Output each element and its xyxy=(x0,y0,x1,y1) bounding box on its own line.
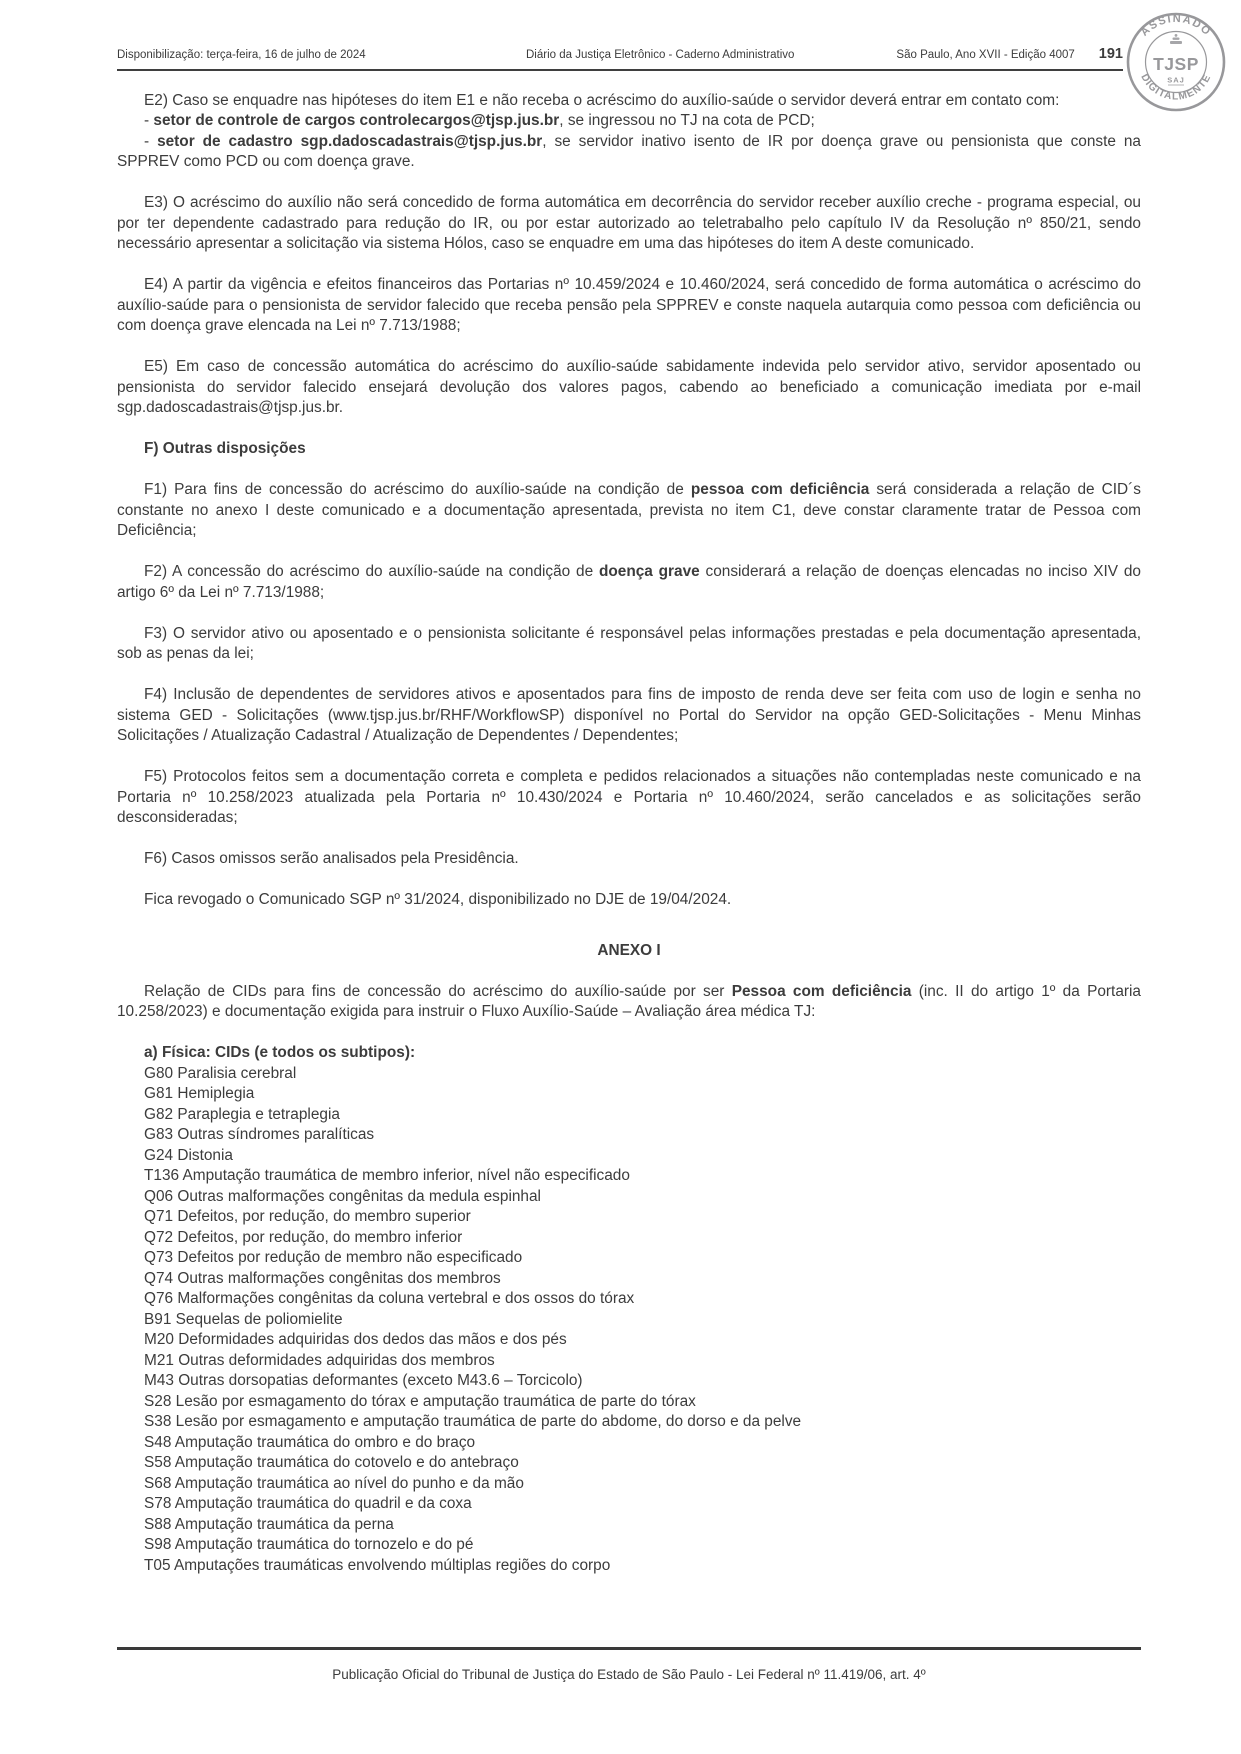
text-run: B91 Sequelas de poliomielite xyxy=(144,1310,343,1328)
seal-sub-text: SAJ xyxy=(1167,75,1185,85)
seal-saj-badge xyxy=(1167,76,1185,86)
text-run: G82 Paraplegia e tetraplegia xyxy=(144,1105,340,1123)
text-run: M21 Outras deformidades adquiridas dos membros xyxy=(144,1351,495,1369)
text-run: F6) Casos omissos serão analisados pela Presidência. xyxy=(144,850,519,867)
hanging-line xyxy=(117,111,1141,132)
text-run: Relação de CIDs para fins de concessão do acréscimo do auxílio-saúde por ser xyxy=(144,982,732,1000)
text-run: Q06 Outras malformações congênitas da medula espinhal xyxy=(144,1187,541,1205)
cid-list-item xyxy=(117,1125,1141,1146)
text-run: S48 Amputação traumática do ombro e do braço xyxy=(144,1433,476,1451)
text-run: S98 Amputação traumática do tornozelo e do pé xyxy=(144,1536,474,1553)
cid-list-item xyxy=(117,1392,1141,1413)
bold-text-run: ANEXO I xyxy=(597,941,661,959)
footer-rule xyxy=(117,1647,1141,1650)
text-run: S28 Lesão por esmagamento do tórax e amputação traumática de parte do tórax xyxy=(144,1392,696,1410)
text-run: M20 Deformidades adquiridas dos dedos das mãos e dos pés xyxy=(144,1331,567,1348)
cid-list-item xyxy=(117,1515,1141,1536)
cid-list-item xyxy=(117,1351,1141,1372)
text-run: Q71 Defeitos, por redução, do membro superior xyxy=(144,1208,471,1225)
bold-text-run: F) Outras disposições xyxy=(144,440,306,457)
paragraph xyxy=(117,685,1141,747)
paragraph xyxy=(117,275,1141,337)
text-run: Q74 Outras malformações congênitas dos membros xyxy=(144,1269,501,1287)
document-body xyxy=(117,70,1141,1576)
paragraph xyxy=(117,624,1141,665)
seal-center-text: TJSP xyxy=(1153,54,1199,74)
cid-list-item xyxy=(117,1453,1141,1474)
header-publication-title: Diário da Justiça Eletrônico - Caderno Administrativo xyxy=(526,49,795,61)
section-heading xyxy=(117,439,1141,460)
header-availability: Disponibilização: terça-feira, 16 de julho de 2024 xyxy=(117,49,366,61)
seal-arc-bottom-text: DIGITALMENTE xyxy=(1138,72,1214,103)
bold-text-run: pessoa com deficiência xyxy=(690,481,870,498)
text-run: , se ingressou no TJ na cota de PCD; xyxy=(559,112,815,129)
text-run: E2) Caso se enquadre nas hipóteses do item E1 e não receba o acréscimo do auxílio-saúde o servidor deverá entrar em contato com: xyxy=(144,91,1060,109)
paragraph xyxy=(117,193,1141,255)
text-run: , se servidor inativo isento de IR por doença grave ou pensionista que conste na SPPREV como PCD ou com doença grave. xyxy=(117,132,1141,170)
text-run: F2) A concessão do acréscimo do auxílio-saúde na condição de xyxy=(144,563,599,580)
paragraph xyxy=(117,480,1141,542)
text-run: E5) Em caso de concessão automática do acréscimo do auxílio-saúde sabidamente indevida pelo servidor ativo, servidor aposentado ou pensionista do servidor falecido ensejará devolução dos valores pagos, cabendo ao beneficiado a comunicação imediata por e-mail sgp.dadoscadastrais@tjsp.jus.br. xyxy=(117,358,1141,416)
bold-text-run: a) Física: CIDs (e todos os subtipos): xyxy=(144,1044,416,1061)
cid-list-item xyxy=(117,1289,1141,1310)
text-run: F1) Para fins de concessão do acréscimo do auxílio-saúde na condição de xyxy=(144,481,691,498)
annex-title xyxy=(117,941,1141,962)
cid-list-item xyxy=(117,1166,1141,1187)
text-run: Q73 Defeitos por redução de membro não especificado xyxy=(144,1249,523,1266)
paragraph xyxy=(117,890,1141,911)
text-run: (inc. II do artigo 1º da Portaria 10.258/2023) e documentação exigida para instruir o Fluxo Auxílio-Saúde – Avaliação área médica TJ: xyxy=(117,982,1141,1020)
cid-list-item xyxy=(117,1084,1141,1105)
paragraph xyxy=(117,562,1141,603)
cid-list-item xyxy=(117,1207,1141,1228)
paragraph xyxy=(117,357,1141,419)
text-run: M43 Outras dorsopatias deformantes (exceto M43.6 – Torcicolo) xyxy=(144,1372,583,1389)
text-run: G24 Distonia xyxy=(144,1146,233,1164)
text-run: S68 Amputação traumática ao nível do punho e da mão xyxy=(144,1474,524,1492)
cid-list-item xyxy=(117,1433,1141,1454)
text-run: T136 Amputação traumática de membro inferior, nível não especificado xyxy=(144,1167,630,1184)
footer-text: Publicação Oficial do Tribunal de Justiça do Estado de São Paulo - Lei Federal nº 11.419/06, art. 4º xyxy=(332,1667,926,1682)
paragraph xyxy=(117,849,1141,870)
section-heading xyxy=(117,1043,1141,1064)
text-run: será considerada a relação de CID´s constante no anexo I deste comunicado e a documentação apresentada, prevista no item C1, deve constar claramente tratar de Pessoa com Deficiência; xyxy=(117,481,1141,539)
hanging-line xyxy=(117,132,1141,173)
cid-list-item xyxy=(117,1105,1141,1126)
text-run: S88 Amputação traumática da perna xyxy=(144,1515,394,1533)
cid-list-item xyxy=(117,1371,1141,1392)
bold-text-run: setor de cadastro sgp.dadoscadastrais@tjsp.jus.br xyxy=(157,132,543,150)
cid-list-item xyxy=(117,1556,1141,1577)
cid-list-item xyxy=(117,1187,1141,1208)
bold-text-run: Pessoa com deficiência xyxy=(731,982,912,1000)
text-run: F4) Inclusão de dependentes de servidores ativos e aposentados para fins de imposto de renda deve ser feita com uso de login e senha no sistema GED - Solicitações (www.tjsp.jus.br/RHF/WorkflowSP) disponível no Portal do Servidor na opção GED-Solicitações - Menu Minhas Solicitações / Atualização Cadastral / Atualização de Dependentes / Dependentes; xyxy=(117,686,1141,744)
text-run: G80 Paralisia cerebral xyxy=(144,1064,297,1082)
paragraph xyxy=(117,91,1141,112)
text-run: T05 Amputações traumáticas envolvendo múltiplas regiões do corpo xyxy=(144,1556,611,1574)
text-run: E3) O acréscimo do auxílio não será concedido de forma automática em decorrência do servidor receber auxílio creche - programa especial, ou por ter dependente cadastrado para redução do IR, ou por estar autorizado ao teletrabalho pelo capítulo IV da Resolução nº 850/21, sendo necessário apresentar a solicitação via sistema Hólos, caso se enquadre em uma das hipóteses do item A deste comunicado. xyxy=(117,194,1141,252)
header-edition: São Paulo, Ano XVII - Edição 4007 xyxy=(896,49,1075,61)
text-run: Fica revogado o Comunicado SGP nº 31/2024, disponibilizado no DJE de 19/04/2024. xyxy=(144,891,732,908)
cid-list-item xyxy=(117,1248,1141,1269)
text-run: E4) A partir da vigência e efeitos financeiros das Portarias nº 10.459/2024 e 10.460/2024, será concedido de forma automática o acréscimo do auxílio-saúde para o pensionista de servidor falecido que receba pensão pela SPPREV e conste naquela autarquia como pessoa com deficiência ou com doença grave elencada na Lei nº 7.713/1988; xyxy=(117,276,1141,334)
bold-text-run: doença grave xyxy=(598,563,700,580)
cid-list-item xyxy=(117,1535,1141,1556)
paragraph xyxy=(117,982,1141,1023)
cid-list-item xyxy=(117,1269,1141,1290)
seal-arc-top-text: ASSINADO xyxy=(1138,12,1214,39)
text-run: S38 Lesão por esmagamento e amputação traumática de parte do abdome, do dorso e da pelve xyxy=(144,1413,802,1430)
cid-list-item xyxy=(117,1228,1141,1249)
cid-list-item xyxy=(117,1064,1141,1085)
cid-list-item xyxy=(117,1146,1141,1167)
text-run: S78 Amputação traumática do quadril e da coxa xyxy=(144,1495,472,1512)
cid-list-item xyxy=(117,1474,1141,1495)
cid-list-item xyxy=(117,1412,1141,1433)
text-run: G81 Hemiplegia xyxy=(144,1085,255,1102)
page-header xyxy=(117,46,1123,62)
cid-list-item xyxy=(117,1330,1141,1351)
text-run: Q76 Malformações congênitas da coluna vertebral e dos ossos do tórax xyxy=(144,1290,635,1307)
text-run: considerará a relação de doenças elencadas no inciso XIV do artigo 6º da Lei nº 7.713/1988; xyxy=(117,563,1141,601)
page-number: 191 xyxy=(1098,46,1123,62)
text-run: G83 Outras síndromes paralíticas xyxy=(144,1126,375,1143)
text-run: S58 Amputação traumática do cotovelo e do antebraço xyxy=(144,1454,519,1471)
text-run: Q72 Defeitos, por redução, do membro inferior xyxy=(144,1228,463,1246)
bold-text-run: setor de controle de cargos controlecargos@tjsp.jus.br xyxy=(153,112,560,129)
cid-list-item xyxy=(117,1494,1141,1515)
text-run: - xyxy=(144,132,158,150)
paragraph xyxy=(117,767,1141,829)
text-run: - xyxy=(144,112,154,129)
text-run: F5) Protocolos feitos sem a documentação correta e completa e pedidos relacionados a situações não contempladas neste comunicado e na Portaria nº 10.258/2023 atualizada pela Portaria nº 10.430/2024 e Portaria nº 10.460/2024, serão cancelados e as solicitações serão desconsideradas; xyxy=(117,768,1141,826)
text-run: F3) O servidor ativo ou aposentado e o pensionista solicitante é responsável pelas informações prestadas e pela documentação apresentada, sob as penas da lei; xyxy=(117,624,1141,662)
cid-list-item xyxy=(117,1310,1141,1331)
